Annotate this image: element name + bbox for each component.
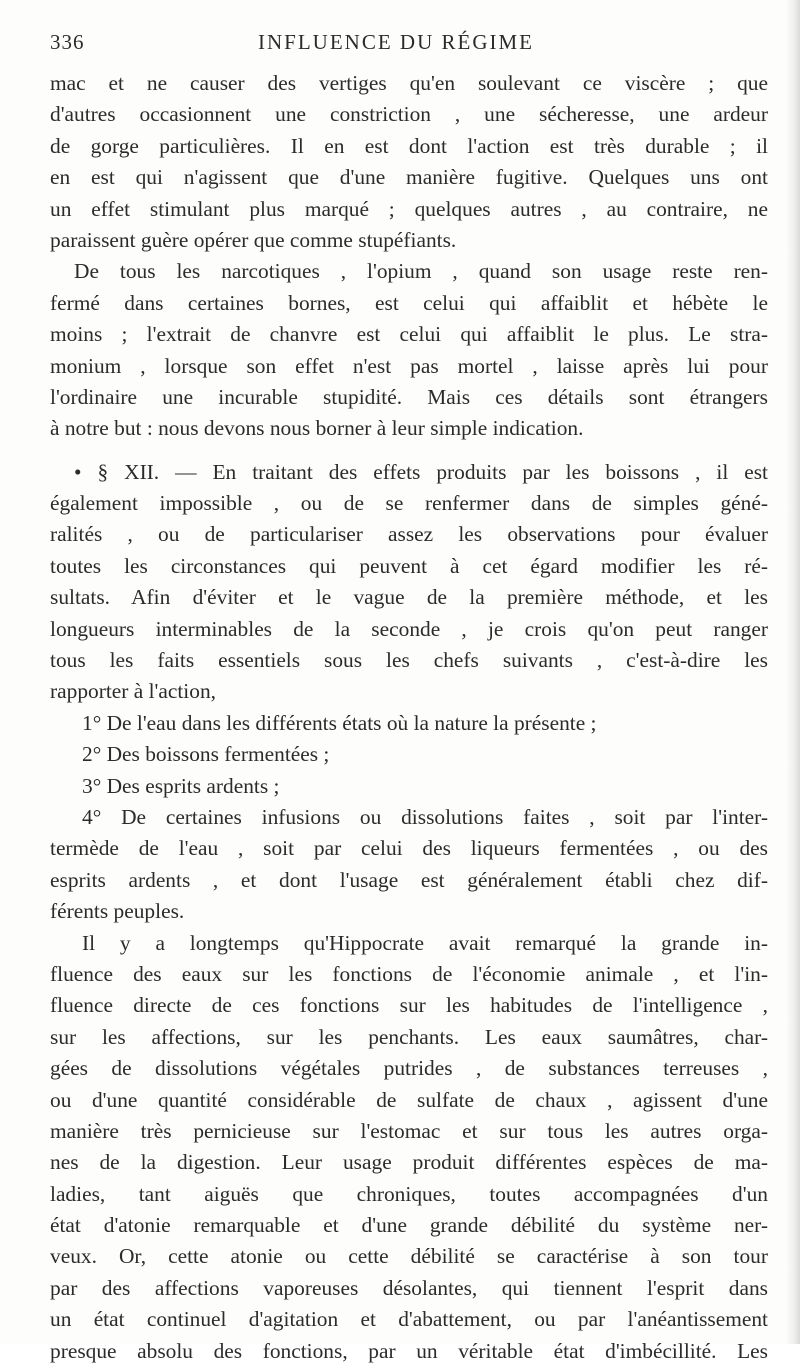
text-line: ladies, tant aiguës que chroniques, toutes accompagnées d'un xyxy=(50,1181,768,1206)
list-item: 1° De l'eau dans les différents états où la nature la présente ; xyxy=(82,710,597,735)
paragraph-continued xyxy=(50,68,768,256)
text-line: manière très pernicieuse sur l'estomac et sur tous les autres orga- xyxy=(50,1118,768,1143)
text-line: monium , lorsque son effet n'est pas mortel , laisse après lui pour xyxy=(50,353,768,378)
body-text xyxy=(50,68,768,1367)
text-line: rapporter à l'action, xyxy=(50,679,216,704)
text-line: veux. Or, cette atonie ou cette débilité se caractérise à son tour xyxy=(50,1244,768,1269)
text-line: férents peuples. xyxy=(50,899,185,924)
text-line: Il y a longtemps qu'Hippocrate avait remarqué la grande in- xyxy=(82,930,768,955)
text-line: à notre but : nous devons nous borner à leur simple indication. xyxy=(50,416,584,441)
section-gap xyxy=(50,445,768,457)
page-edge-shadow xyxy=(786,0,800,1344)
text-line: De tous les narcotiques , l'opium , quand son usage reste ren- xyxy=(74,259,768,284)
text-line: ou d'une quantité considérable de sulfate de chaux , agissent d'une xyxy=(50,1087,768,1112)
text-line: gées de dissolutions végétales putrides , de substances terreuses , xyxy=(50,1056,768,1081)
section-heading-line: • § XII. — En traitant des effets produits par les boissons , il est xyxy=(74,459,768,484)
text-line: fluence directe de ces fonctions sur les habitudes de l'intelligence , xyxy=(50,993,768,1018)
text-line: fluence des eaux sur les fonctions de l'économie animale , et l'in- xyxy=(50,961,768,986)
text-line: toutes les circonstances qui peuvent à cet égard modifier les ré- xyxy=(50,553,768,578)
text-line: nes de la digestion. Leur usage produit différentes espèces de ma- xyxy=(50,1150,768,1175)
paragraph-narcotics xyxy=(50,256,768,444)
text-line: fermé dans certaines bornes, est celui qui affaiblit et hébète le xyxy=(50,290,768,315)
section-xii xyxy=(50,457,768,708)
text-line: esprits ardents , et dont l'usage est généralement établi chez dif- xyxy=(50,867,768,892)
text-line: sultats. Afin d'éviter et le vague de la première méthode, et les xyxy=(50,585,768,610)
text-line: sur les affections, sur les penchants. Les eaux saumâtres, char- xyxy=(50,1024,768,1049)
text-line: l'ordinaire une incurable stupidité. Mais ces détails sont étrangers xyxy=(50,384,768,409)
text-line: état d'atonie remarquable et d'une grande débilité du système ner- xyxy=(50,1213,768,1238)
list-item: 4° De certaines infusions ou dissolutions faites , soit par l'inter- xyxy=(82,804,768,829)
enumerated-list xyxy=(50,708,768,928)
text-line: en est qui n'agissent que d'une manière fugitive. Quelques uns ont xyxy=(50,165,768,190)
running-title: INFLUENCE DU RÉGIME xyxy=(258,30,534,54)
text-line: termède de l'eau , soit par celui des liqueurs fermentées , ou des xyxy=(50,836,768,861)
text-line: mac et ne causer des vertiges qu'en soulevant ce viscère ; que xyxy=(50,71,768,95)
text-line: de gorge particulières. Il en est dont l'action est très durable ; il xyxy=(50,133,768,158)
text-line: un effet stimulant plus marqué ; quelques autres , au contraire, ne xyxy=(50,196,768,221)
list-item: 3° Des esprits ardents ; xyxy=(82,773,280,798)
text-line: par des affections vaporeuses désolantes, qui tiennent l'esprit dans xyxy=(50,1275,768,1300)
text-line: longueurs interminables de la seconde , je crois qu'on peut ranger xyxy=(50,616,768,641)
text-line: presque absolu des fonctions, par un véritable état d'imbécillité. Les xyxy=(50,1338,768,1363)
list-item: 2° Des boissons fermentées ; xyxy=(82,742,330,767)
text-line: paraissent guère opérer que comme stupéfiants. xyxy=(50,227,457,252)
text-line: ralités , ou de particulariser assez les observations pour évaluer xyxy=(50,522,768,547)
text-line: un état continuel d'agitation et d'abattement, ou par l'anéantissement xyxy=(50,1307,768,1332)
text-line: moins ; l'extrait de chanvre est celui qui affaiblit le plus. Le stra- xyxy=(50,322,768,347)
text-line: d'autres occasionnent une constriction , une sécheresse, une ardeur xyxy=(50,102,768,127)
text-line: tous les faits essentiels sous les chefs suivants , c'est-à-dire les xyxy=(50,648,768,673)
running-head xyxy=(50,30,768,60)
page-number: 336 xyxy=(50,30,85,54)
paragraph-waters xyxy=(50,928,768,1367)
text-line: également impossible , ou de se renfermer dans de simples géné- xyxy=(50,491,768,516)
